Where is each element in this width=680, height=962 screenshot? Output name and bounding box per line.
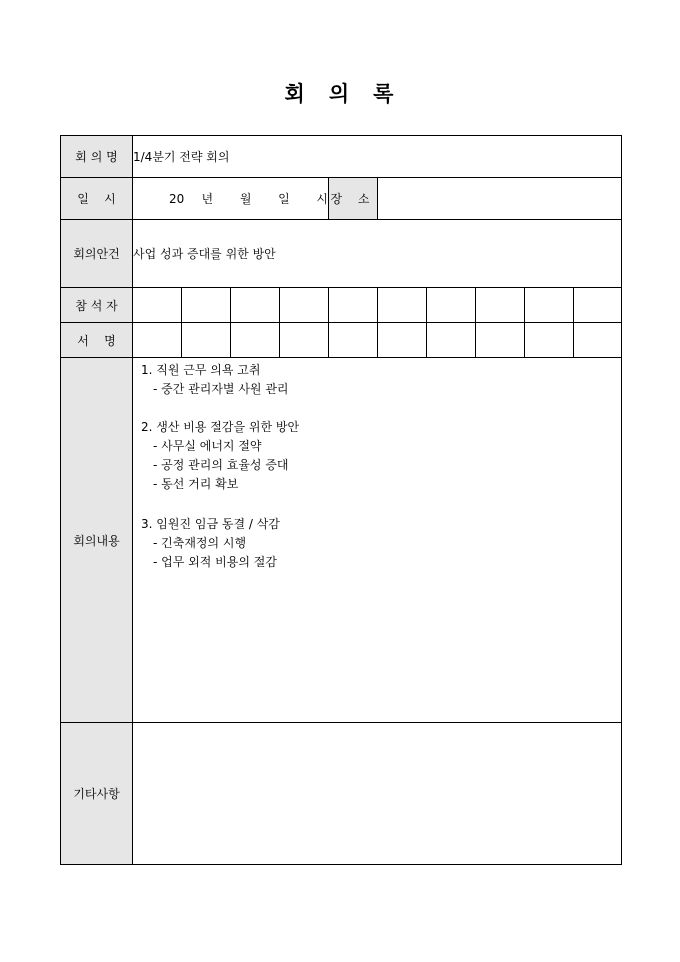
place-value[interactable]: [378, 178, 622, 220]
attendee-cell[interactable]: [427, 288, 476, 323]
attendee-cell[interactable]: [133, 288, 182, 323]
date-year: 20: [169, 191, 185, 206]
row-meeting-name: [61, 136, 622, 178]
section-item: - 긴축재정의 시행: [153, 536, 247, 550]
content-body[interactable]: [133, 358, 622, 723]
section-heading: 1. 직원 근무 의욕 고취: [141, 363, 261, 377]
date-value[interactable]: [133, 178, 329, 220]
signature-cell[interactable]: [574, 323, 622, 358]
attendee-cell[interactable]: [476, 288, 525, 323]
signature-cell[interactable]: [329, 323, 378, 358]
section-2: [141, 418, 621, 494]
document-title: [0, 78, 680, 108]
other-label: 기타사항: [61, 723, 133, 865]
section-heading: 3. 임원진 임금 동결 / 삭감: [141, 517, 280, 531]
signature-cell[interactable]: [427, 323, 476, 358]
attendee-cell[interactable]: [231, 288, 280, 323]
attendee-cell[interactable]: [280, 288, 329, 323]
attendees-label: 참 석 자: [61, 288, 133, 323]
date-day-unit: 일: [278, 192, 290, 206]
row-attendees: [61, 288, 622, 323]
agenda-value[interactable]: 사업 성과 증대를 위한 방안: [133, 220, 622, 288]
title-char-3: 록: [373, 81, 396, 106]
content-label: 회의내용: [61, 358, 133, 723]
meeting-name-label: 회 의 명: [61, 136, 133, 178]
section-1: [141, 361, 621, 399]
signature-cell[interactable]: [231, 323, 280, 358]
date-year-unit: 년: [201, 192, 214, 206]
row-agenda: [61, 220, 622, 288]
date-month-unit: 월: [239, 192, 252, 206]
row-other: [61, 723, 622, 865]
section-item: - 중간 관리자별 사원 관리: [153, 382, 289, 396]
attendee-cell[interactable]: [525, 288, 574, 323]
place-label: 장 소: [329, 178, 378, 220]
row-date-place: [61, 178, 622, 220]
date-label: 일 시: [61, 178, 133, 220]
attendee-cell[interactable]: [182, 288, 231, 323]
signature-cell[interactable]: [525, 323, 574, 358]
date-hour-unit: 시: [316, 192, 328, 206]
signature-cell[interactable]: [280, 323, 329, 358]
attendee-cell[interactable]: [329, 288, 378, 323]
signature-label: 서 명: [61, 323, 133, 358]
attendee-cell[interactable]: [574, 288, 622, 323]
signature-cell[interactable]: [476, 323, 525, 358]
title-char-1: 회: [284, 81, 307, 106]
title-char-2: 의: [328, 81, 352, 106]
agenda-label: 회의안건: [61, 220, 133, 288]
signature-cell[interactable]: [133, 323, 182, 358]
other-value[interactable]: [133, 723, 622, 865]
section-item: - 동선 거리 확보: [153, 477, 239, 491]
section-item: - 업무 외적 비용의 절감: [153, 555, 277, 569]
signature-cell[interactable]: [182, 323, 231, 358]
section-item: - 사무실 에너지 절약: [153, 439, 262, 453]
section-item: - 공정 관리의 효율성 증대: [153, 458, 289, 472]
section-heading: 2. 생산 비용 절감을 위한 방안: [141, 420, 300, 434]
minutes-table: [60, 135, 622, 865]
signature-cell[interactable]: [378, 323, 427, 358]
meeting-name-value[interactable]: 1/4분기 전략 회의: [133, 136, 622, 178]
row-content: [61, 358, 622, 723]
section-3: [141, 515, 621, 572]
attendee-cell[interactable]: [378, 288, 427, 323]
row-signature: [61, 323, 622, 358]
